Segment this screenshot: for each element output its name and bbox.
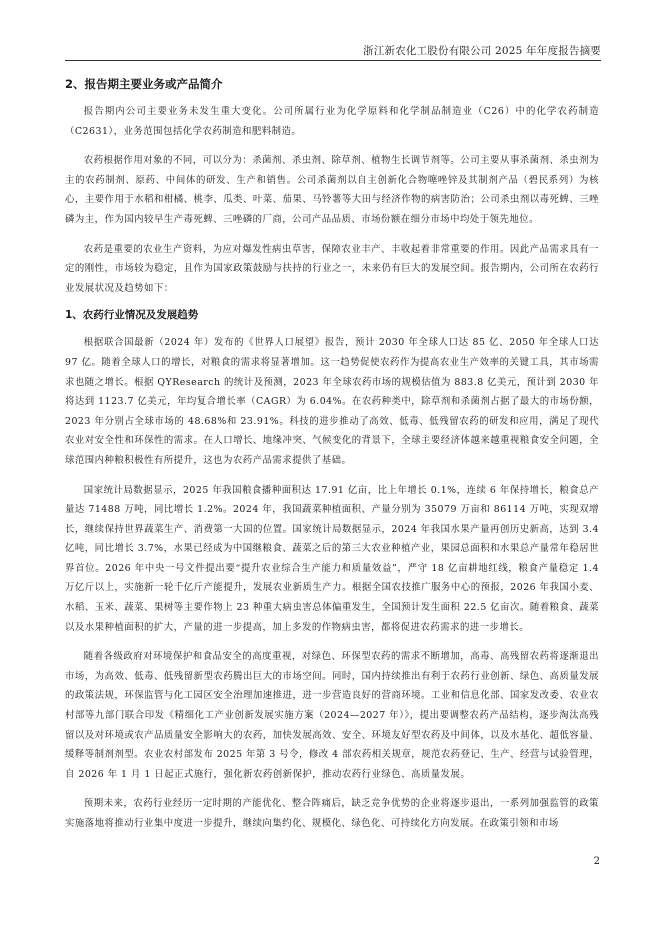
body-paragraph: 农药是重要的农业生产资料，为应对爆发性病虫草害，保障农业丰产、丰收起着非常重要的作用。因此产品需求具有一定的刚性，市场较为稳定，且作为国家政策鼓励与扶持的行业之一，未来仍有巨大的发展空间。报告期内，公司所在农药行业发展状况及趋势如下： [65, 243, 599, 294]
body-paragraph: 根据联合国最新（2024 年）发布的《世界人口展望》报告，预计 2030 年全球人口达 85 亿、2050 年全球人口达 97 亿。随着全球人口的增长，对粮食的需求将显著增加。这一趋势促使农药作为提高农业生产效率的关键工具，其市场需求也随之增长。根据 QYResearch 的统计及预测，2023 年全球农药市场的规模估值为 883.8 亿美元，预计到 2030 年将达到 1123.7 亿美元，年均复合增长率（CAGR）为 6.04%。在农药种类中，除草剂和杀菌剂占据了最大的市场份额，2023 年分别占全球市场的 48.68%和 23.91%。科技的进步推动了高效、低毒、低残留农药的研发和应用，满足了现代农业对安全性和环保性的需求。在人口增长、地缘冲突、气候变化的背景下，全球主要经济体越来越重视粮食安全问题，全球范围内种粮积极性有所提升，这也为农药产品需求提供了基础。 [65, 337, 599, 466]
body-paragraph: 预期未来，农药行业经历一定时期的产能优化、整合阵痛后，缺乏竞争优势的企业将逐步退出，一系列加强监管的政策实施落地将推动行业集中度进一步提升，继续向集约化、规模化、绿色化、可持续化方向发展。在政策引领和市场 [65, 798, 599, 829]
header-divider [65, 60, 601, 61]
section-title: 2、报告期主要业务或产品简介 [65, 77, 223, 91]
report-header: 浙江新农化工股份有限公司 2025 年年度报告摘要 [363, 45, 601, 57]
body-paragraph: 随着各级政府对环境保护和食品安全的高度重视，对绿色、环保型农药的需求不断增加，高毒、高残留农药将逐渐退出市场，为高效、低毒、低残留新型农药腾出巨大的市场空间。同时，国内持续推出有利于农药行业创新、绿色、高质量发展的政策法规，环保监管与化工园区安全治理加速推进，进一步营造良好的营商环境。工业和信息化部、国家发改委、农业农村部等九部门联合印发《精细化工产业创新发展实施方案（2024—2027 年）》，提出要调整农药产品结构，逐步淘汰高残留以及对环境或农产品质量安全影响大的农药，加快发展高效、安全、环境友好型农药及中间体，以及水基化、超低容量、缓释等制剂剂型。农业农村部发布 2025 年第 3 号令，修改 4 部农药相关规章，规范农药登记、生产、经营与试验管理，自 2026 年 1 月 1 日起正式施行，强化新农药创新保护，推动农药行业绿色、高质量发展。 [65, 651, 599, 780]
body-paragraph: 国家统计局数据显示，2025 年我国粮食播种面积达 17.91 亿亩，比上年增长 0.1%，连续 6 年保持增长，粮食总产量达 71488 万吨，同比增长 1.2%。2024 年，我国蔬菜种植面积、产量分别为 35079 万亩和 86114 万吨，实现双增长，继续保持世界蔬菜生产、消费第一大国的位置。国家统计局数据显示，2024 年我国水果产量再创历史新高，达到 3.4 亿吨，同比增长 3.7%，水果已经成为中国继粮食、蔬菜之后的第三大农业种植产业，果园总面积和水果总产量常年稳居世界首位。2026 年中央一号文件提出要“提升农业综合生产能力和质量效益”，严守 18 亿亩耕地红线，粮食产量稳定 1.4 万亿斤以上，实施新一轮千亿斤产能提升，发展农业新质生产力。根据全国农技推广服务中心的预报，2026 年我国小麦、水稻、玉米、蔬菜、果树等主要作物上 23 种重大病虫害总体偏重发生，全国预计发生面积 22.5 亿亩次。随着粮食、蔬菜以及水果种植面积的扩大，产量的进一步提高，加上多发的作物病虫害，都将促进农药需求的进一步增长。 [65, 484, 599, 633]
body-paragraph: 农药根据作用对象的不同，可以分为：杀菌剂、杀虫剂、除草剂、植物生长调节剂等。公司主要从事杀菌剂、杀虫剂为主的农药制剂、原药、中间体的研发、生产和销售。公司杀菌剂以自主创新化合物噻唑锌及其制剂产品（碧民系列）为核心，主要作用于水稻和柑橘、桃李、瓜类、叶菜、茄果、马铃薯等大田与经济作物的病害防治；公司杀虫剂以毒死蜱、三唑磷为主，作为国内较早生产毒死蜱、三唑磷的厂商，公司产品品质、市场份额在细分市场中均处于领先地位。 [65, 155, 599, 225]
page-number: 2 [593, 856, 600, 867]
subsection-title: 1、农药行业情况及发展趋势 [65, 309, 199, 322]
body-paragraph: 报告期内公司主要业务未发生重大变化。公司所属行业为化学原料和化学制品制造业（C26）中的化学农药制造（C2631），业务范围包括化学农药制造和肥料制造。 [65, 106, 599, 137]
page-body [65, 76, 599, 844]
